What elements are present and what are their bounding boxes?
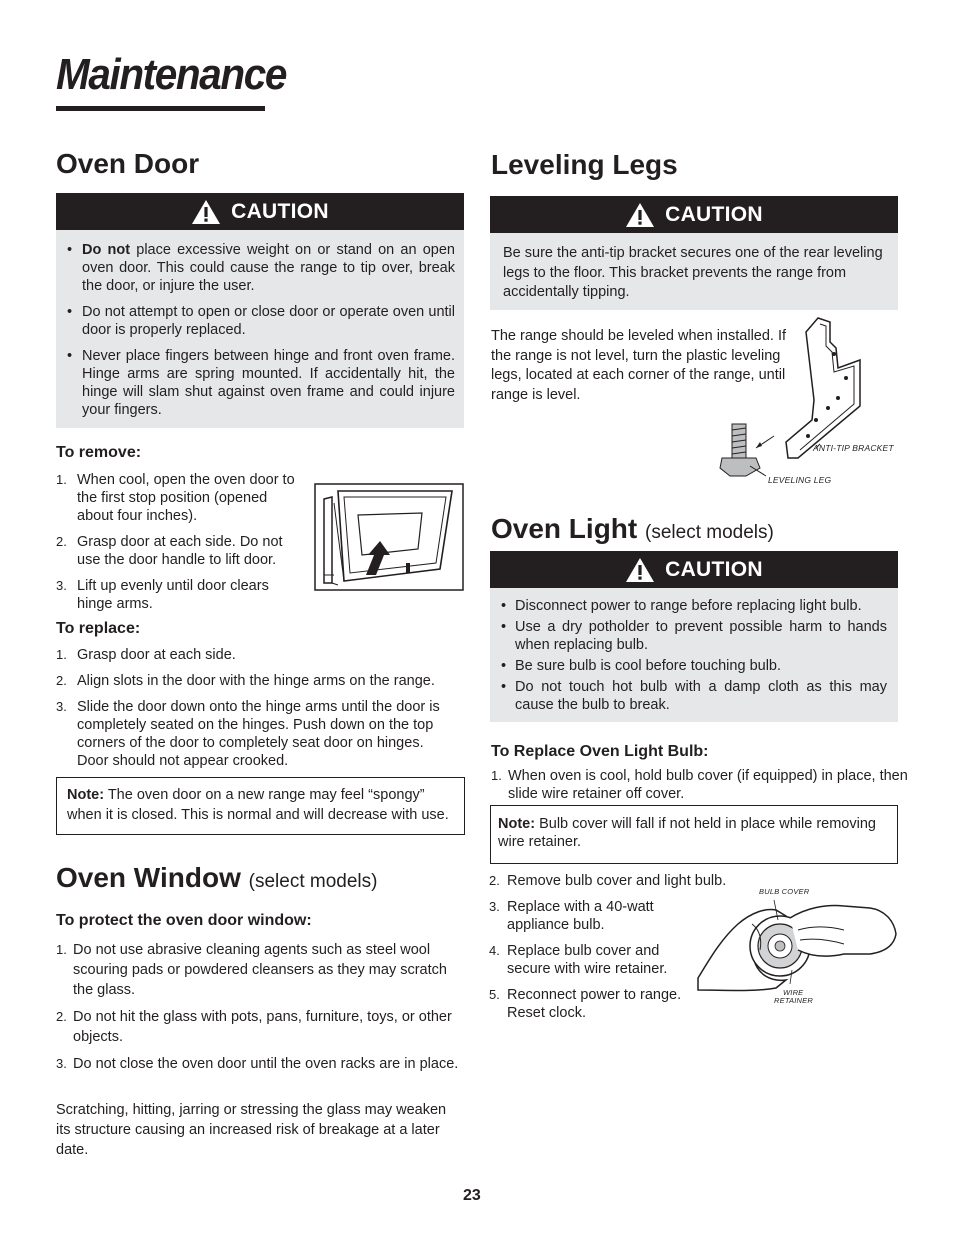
caution-label: CAUTION bbox=[231, 199, 329, 223]
leveling-caution-body: Be sure the anti-tip bracket secures one of the rear leveling legs to the floor. This bracket prevents the range from accidentally tipping. bbox=[490, 233, 898, 310]
caution-item: • Disconnect power to range before replacing light bulb. bbox=[491, 597, 887, 615]
warning-icon bbox=[625, 202, 655, 228]
leveling-body-text: The range should be leveled when installed. If the range is not level, turn the plastic leveling legs, located at each corner of the range, until range is level. bbox=[491, 328, 787, 403]
anti-tip-bracket-label: ANTI-TIP BRACKET bbox=[813, 443, 894, 453]
to-replace-heading: To replace: bbox=[56, 620, 141, 637]
caution-label: CAUTION bbox=[665, 557, 763, 581]
list-item: 5. Reconnect power to range. Reset clock. bbox=[489, 987, 682, 1021]
oven-window-heading: Oven Window (select models) bbox=[56, 862, 378, 893]
window-steps-list bbox=[56, 940, 464, 1074]
window-footer-text: Scratching, hitting, jarring or stressing the glass may weaken its structure causing an increased risk of breakage at a later date. bbox=[56, 1102, 447, 1158]
list-item: 1. When cool, open the oven door to the first stop position (opened about four inches). bbox=[56, 472, 295, 524]
caution-item: • Be sure bulb is cool before touching bulb. bbox=[491, 657, 887, 675]
caution-item: • Use a dry potholder to prevent possible harm to hands when replacing bulb. bbox=[491, 618, 887, 654]
wire-retainer-label-1: WIRE bbox=[783, 988, 804, 997]
oven-door-illustration bbox=[314, 483, 464, 591]
warning-icon bbox=[191, 199, 221, 225]
oven-door-note: Note: The oven door on a new range may feel “spongy” when it is closed. This is normal and will decrease with use. bbox=[56, 777, 465, 835]
list-item: 4. Replace bulb cover and secure with wire retainer. bbox=[489, 943, 668, 977]
title-underline bbox=[56, 106, 265, 111]
list-item: 3. Replace with a 40-watt appliance bulb. bbox=[489, 899, 654, 933]
list-item: 3. Slide the door down onto the hinge arms until the door is completely seated on the hinges. Push down on the top corners of the door to completely seat door on hinges. Door should not appear crooked. bbox=[56, 699, 440, 769]
leveling-legs-heading: Leveling Legs bbox=[491, 149, 678, 180]
oven-light-caution-bar bbox=[490, 551, 898, 588]
list-item: 3. Lift up evenly until door clears hinge arms. bbox=[56, 578, 269, 612]
leveling-leg-label: LEVELING LEG bbox=[768, 475, 832, 485]
list-item: 3. Do not close the oven door until the oven racks are in place. bbox=[56, 1056, 459, 1072]
caution-item: • Do not touch hot bulb with a damp cloth as this may cause the bulb to break. bbox=[491, 678, 887, 714]
list-item: 1. Grasp door at each side. bbox=[56, 647, 236, 663]
warning-icon bbox=[625, 557, 655, 583]
replace-steps-list bbox=[56, 646, 456, 770]
page-number: 23 bbox=[463, 1187, 481, 1204]
bulb-cover-label: BULB COVER bbox=[759, 887, 810, 896]
caution-item: • Do not place excessive weight on or stand on an open oven door. This could cause the range to tip over, break the door, or injure the user. bbox=[57, 241, 455, 295]
oven-door-caution-bar bbox=[56, 193, 464, 230]
list-item: 2. Remove bulb cover and light bulb. bbox=[489, 873, 727, 889]
caution-item: • Never place fingers between hinge and front oven frame. Hinge arms are spring mounted. If accidentally hit, the hinge will slam shut against oven frame and could injure your fingers. bbox=[57, 347, 455, 419]
oven-light-note: Note: Bulb cover will fall if not held in place while removing wire retainer. bbox=[490, 805, 898, 864]
anti-tip-bracket-illustration bbox=[716, 312, 906, 488]
caution-label: CAUTION bbox=[665, 202, 763, 226]
list-item: 2. Grasp door at each side. Do not use the door handle to lift door. bbox=[56, 534, 283, 568]
page-title: Maintenance bbox=[56, 50, 287, 99]
oven-light-caution-body bbox=[490, 588, 898, 722]
oven-light-heading: Oven Light (select models) bbox=[491, 513, 774, 544]
replace-light-heading: To Replace Oven Light Bulb: bbox=[491, 743, 709, 760]
list-item: 1. Do not use abrasive cleaning agents such as steel wool scouring pads or powdered cleansers as they may scratch the glass. bbox=[56, 942, 447, 998]
list-item: 2. Do not hit the glass with pots, pans, furniture, toys, or other objects. bbox=[56, 1009, 452, 1045]
light-step-1: 1. When oven is cool, hold bulb cover (if equipped) in place, then slide wire retainer off cover. bbox=[491, 768, 908, 802]
leveling-caution-bar bbox=[490, 196, 898, 233]
wire-retainer-label-2: RETAINER bbox=[774, 996, 813, 1005]
bulb-cover-illustration bbox=[694, 894, 900, 994]
list-item: 2. Align slots in the door with the hinge arms on the range. bbox=[56, 673, 435, 689]
oven-door-heading: Oven Door bbox=[56, 148, 200, 179]
caution-item: • Do not attempt to open or close door or operate oven until door is properly replaced. bbox=[57, 303, 455, 339]
oven-door-caution-body bbox=[56, 230, 464, 428]
light-steps-list bbox=[489, 872, 727, 1022]
to-remove-heading: To remove: bbox=[56, 444, 142, 461]
remove-steps-list bbox=[56, 471, 304, 613]
protect-window-heading: To protect the oven door window: bbox=[56, 912, 312, 929]
